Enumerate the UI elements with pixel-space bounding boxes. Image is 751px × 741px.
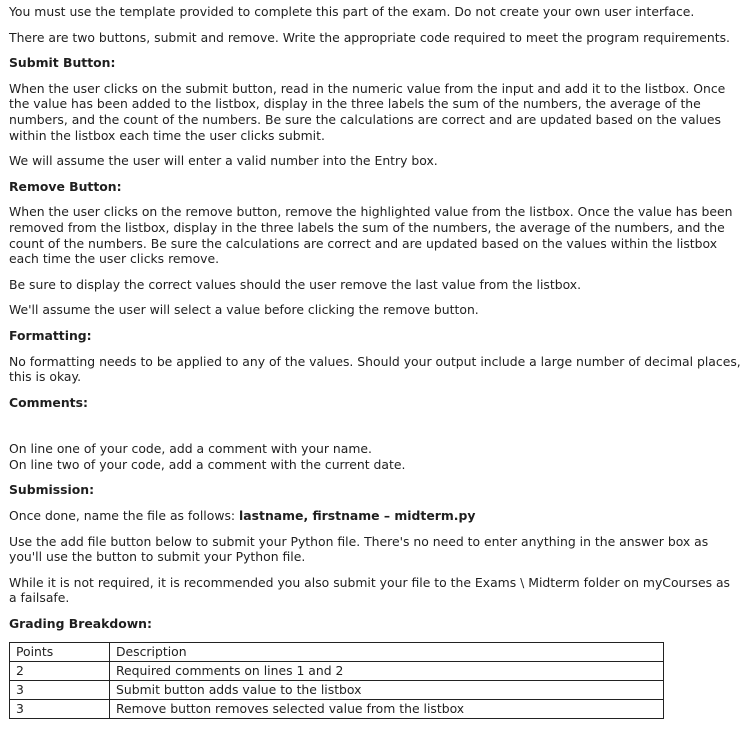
table-row — [10, 661, 664, 680]
comments-line-2: On line two of your code, add a comment with the current date. — [9, 456, 406, 472]
submit-description: When the user clicks on the submit button, read in the numeric value from the input and add it to the listbox. Once the value has been added to the listbox, display in the three labels the sum of the numbers, the average of the numbers, and the count of the numbers. Be sure the calculations are correct and are updated based on the values within the listbox each time the user clicks submit. — [9, 80, 726, 143]
submission-failsafe-note: While it is not required, it is recommended you also submit your file to the Exams \ Midterm folder on myCourses as a failsafe. — [9, 574, 731, 606]
required-filename: lastname, firstname – midterm.py — [239, 508, 476, 524]
remove-button-heading: Remove Button: — [9, 178, 122, 194]
points-column-header: Points — [10, 642, 110, 661]
intro-paragraph-1: You must use the template provided to complete this part of the exam. Do not create your own user interface. — [9, 4, 695, 19]
submission-heading: Submission: — [9, 482, 95, 498]
submission-upload-instruction: Use the add file button below to submit your Python file. There's no need to enter anything in the answer box as you'll use the button to submit your Python file. — [9, 533, 709, 565]
description-cell: Remove button removes selected value from the listbox — [110, 699, 664, 718]
intro-paragraph-2: There are two buttons, submit and remove. Write the appropriate code required to meet the program requirements. — [9, 29, 730, 45]
remove-description: When the user clicks on the remove button, remove the highlighted value from the listbox. Once the value has been removed from the listbox, display in the three labels the sum of the numbers, the average of the numbers, and the count of the numbers. Be sure the calculations are correct and are updated based on the values within the listbox each time the user clicks remove. — [9, 204, 733, 267]
submit-button-heading: Submit Button: — [9, 55, 116, 71]
formatting-heading: Formatting: — [9, 327, 92, 343]
remove-last-value-note: Be sure to display the correct values should the user remove the last value from the listbox. — [9, 276, 582, 292]
filename-instruction-prefix: Once done, name the file as follows: — [9, 508, 240, 524]
blank-spacer — [9, 420, 741, 441]
table-row — [10, 680, 664, 699]
comments-heading: Comments: — [9, 394, 88, 410]
remove-assumption: We'll assume the user will select a value before clicking the remove button. — [9, 302, 479, 318]
points-cell: 3 — [10, 699, 110, 718]
submission-filename-instruction — [9, 508, 741, 524]
grading-heading: Grading Breakdown: — [9, 616, 152, 632]
comments-line-1: On line one of your code, add a comment with your name. — [9, 441, 372, 457]
table-row — [10, 699, 664, 718]
formatting-description: No formatting needs to be applied to any of the values. Should your output include a large number of decimal places, this is okay. — [9, 353, 741, 385]
description-column-header: Description — [110, 642, 664, 661]
grading-table-header — [10, 642, 664, 661]
points-cell: 2 — [10, 661, 110, 680]
points-cell: 3 — [10, 680, 110, 699]
grading-table — [9, 642, 664, 719]
submit-assumption: We will assume the user will enter a valid number into the Entry box. — [9, 153, 438, 169]
description-cell: Required comments on lines 1 and 2 — [110, 661, 664, 680]
description-cell: Submit button adds value to the listbox — [110, 680, 664, 699]
